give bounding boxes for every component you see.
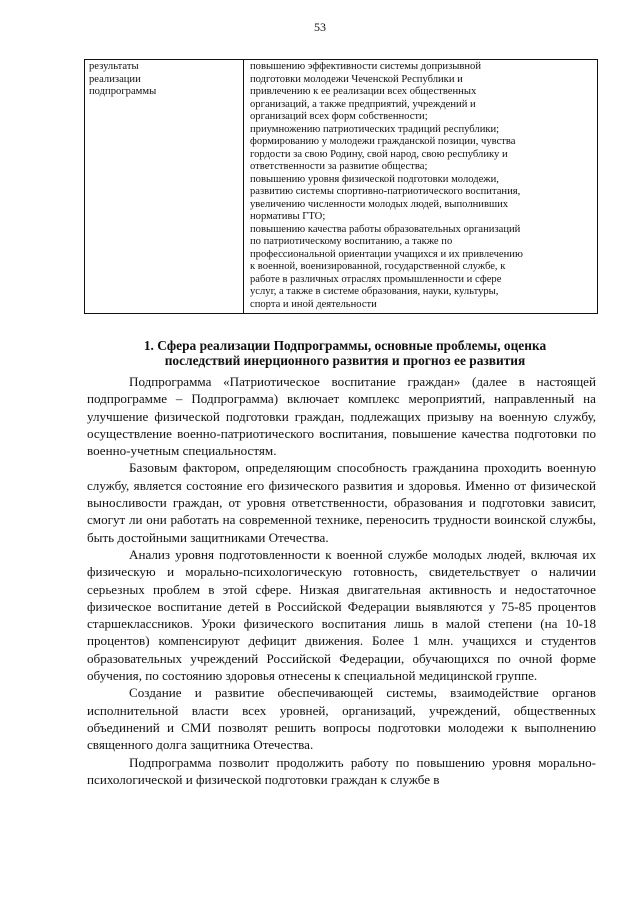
results-line: повышению уровня физической подготовки молодежи, [250, 173, 499, 185]
results-line: профессиональной ориентации учащихся и их привлечению [250, 248, 523, 260]
results-content-cell [244, 60, 598, 314]
results-line: гордости за свою Родину, свой народ, свою республику и [250, 148, 508, 160]
results-line: ответственности за развитие общества; [250, 161, 428, 172]
table-row [85, 60, 598, 314]
results-line: нормативы ГТО; [250, 211, 326, 222]
subprogram-results-table [84, 59, 598, 314]
section-heading [95, 338, 595, 368]
results-label-line: результаты [89, 61, 139, 72]
results-line: спорта и иной деятельности [250, 298, 377, 310]
results-line: организаций всех форм собственности; [250, 111, 428, 122]
results-line: развитию системы спортивно-патриотического воспитания, [250, 186, 521, 197]
results-line: увеличению численности молодых людей, выполнивших [250, 198, 509, 210]
section-heading-line: последствий инерционного развития и прогноз ее развития [164, 353, 526, 368]
results-label-line: подпрограммы [89, 86, 157, 97]
results-line: повышению качества работы образовательных организаций [250, 223, 521, 235]
paragraph: Базовым фактором, определяющим способность гражданина проходить военную службу, является состояние его физического развития и здоровья. Именно от физической выносливости граждан, от уровня ответственности, образования и подготовки зависит, смогут ли они работать на современной технике, переносить трудности воинской службы, быть достойными защитниками Отечества. [87, 460, 596, 545]
results-line: к военной, военизированной, государственной службе, к [250, 261, 506, 272]
results-line: подготовки молодежи Чеченской Республики и [250, 73, 463, 85]
paragraph: Создание и развитие обеспечивающей системы, взаимодействие органов исполнительной власти всех уровней, организаций, учреждений, общественных объединений и СМИ позволят решить вопросы подготовки молодежи к выполнению священного долга защитника Отечества. [87, 685, 596, 753]
paragraph: Подпрограмма позволит продолжить работу по повышению уровня морально-психологической и физической подготовки граждан к службе в [87, 754, 596, 787]
results-line: по патриотическому воспитанию, а также по [250, 236, 453, 247]
results-label-line: реализации [89, 73, 141, 85]
results-line: привлечению к ее реализации всех общественных [250, 86, 477, 97]
results-line: организаций, а также предприятий, учреждений и [250, 98, 476, 110]
paragraph: Анализ уровня подготовленности к военной службе молодых людей, включая их физическую и морально-психологическую готовность, свидетельствует о наличии серьезных проблем в этой сфере. Низкая двигательная активность и недостаточное физическое воспитание детей в Российской Федерации выявляются у 75-85 процентов старшеклассников. Уроки физического воспитания лишь в малой степени (на 10-18 процентов) компенсируют дефицит движения. Более 1 млн. учащихся и студентов образовательных учреждений Российской Федерации, обучающихся по очной форме обучения, по состоянию здоровья отнесены к специальной медицинской группе. [87, 546, 596, 684]
page-number: 53 [314, 20, 326, 34]
paragraph: Подпрограмма «Патриотическое воспитание граждан» (далее в настоящей подпрограмме – Подпрограмма) включает комплекс мероприятий, направленный на улучшение физической подготовки граждан, подлежащих призыву на военную службу, осуществление военно-патриотического воспитания, повышение качества подготовки по военно-учетным специальностям. [87, 374, 596, 459]
results-label-cell [85, 60, 244, 314]
results-line: работе в различных отраслях промышленности и сфере [250, 273, 502, 285]
results-line: повышению эффективности системы допризывной [250, 61, 482, 72]
results-line: формированию у молодежи гражданской позиции, чувства [250, 136, 516, 147]
section-heading-line: 1. Сфера реализации Подпрограммы, основные проблемы, оценка [143, 338, 547, 353]
body-text [87, 373, 596, 788]
results-line: приумножению патриотических традиций республики; [250, 123, 500, 135]
results-line: услуг, а также в системе образования, науки, культуры, [250, 286, 499, 297]
